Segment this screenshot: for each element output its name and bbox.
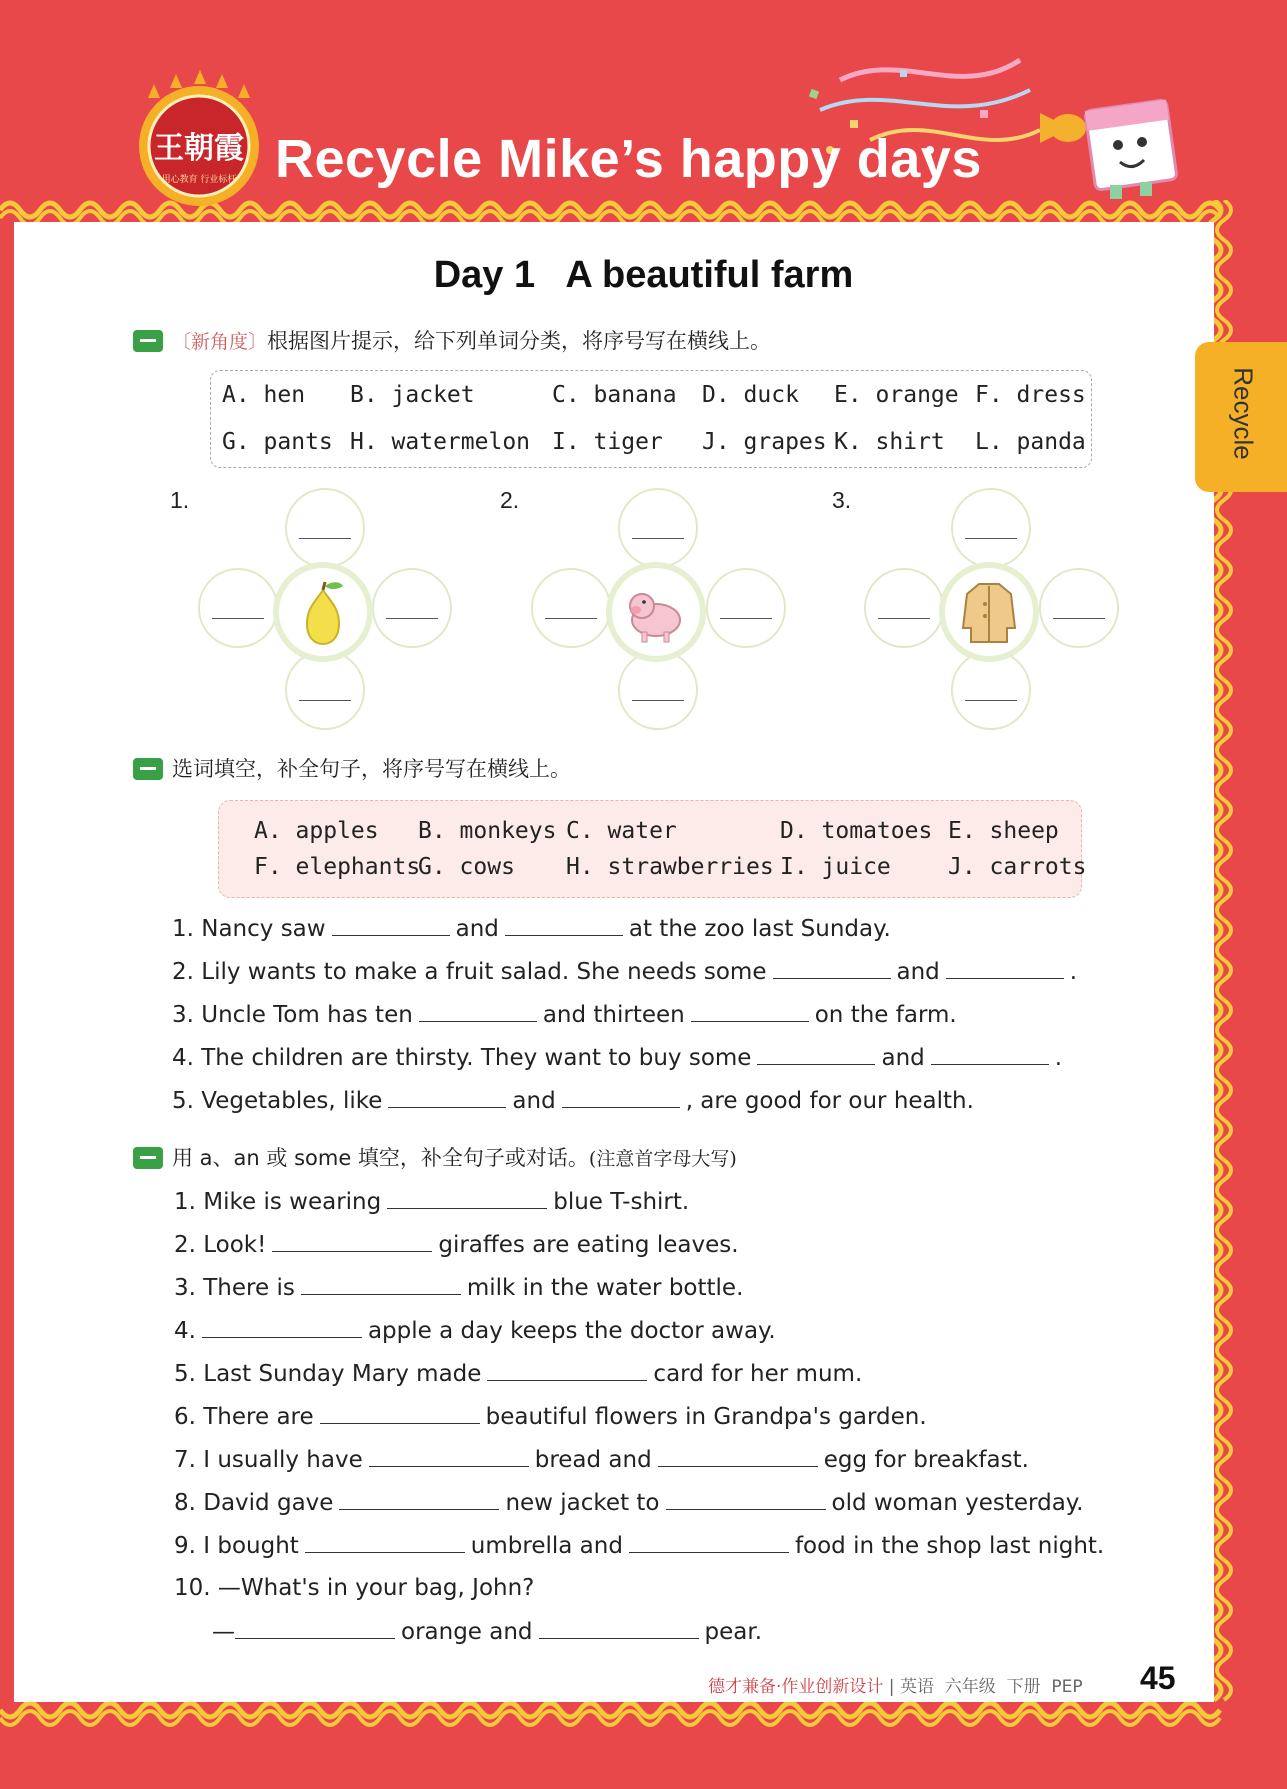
sentence-text: 2. Look! xyxy=(174,1232,267,1258)
answer-blank[interactable] xyxy=(487,1360,647,1381)
brand-logo xyxy=(130,70,268,208)
answer-blank[interactable] xyxy=(757,1044,875,1065)
day-title: Day 1 A beautiful farm xyxy=(433,254,854,296)
answer-blank[interactable] xyxy=(691,1001,809,1022)
sentence-text: 2. Lily wants to make a fruit salad. She needs some xyxy=(172,959,767,985)
word-option: G. cows xyxy=(418,854,515,880)
exercise-sentence xyxy=(174,1489,1083,1516)
word-option: K. shirt xyxy=(834,429,945,455)
sentence-text: 5. Last Sunday Mary made xyxy=(174,1361,482,1387)
sentence-text: card for her mum. xyxy=(653,1361,863,1387)
new-angle-tag: 〔新角度〕 xyxy=(172,331,268,353)
word-option: L. panda xyxy=(975,429,1086,455)
sentence-text: and thirteen xyxy=(542,1002,685,1028)
section-three-instruction xyxy=(172,1142,737,1172)
word-option: A. apples xyxy=(254,818,379,844)
exercise-sentence xyxy=(174,1360,862,1387)
sentence-text: 5. Vegetables, like xyxy=(172,1088,383,1114)
sentence-text: umbrella and xyxy=(470,1533,623,1559)
answer-blank[interactable] xyxy=(339,1489,499,1510)
sentence-text: egg for breakfast. xyxy=(823,1447,1029,1473)
answer-blank[interactable] xyxy=(388,1087,506,1108)
word-option: C. water xyxy=(566,818,677,844)
word-option: H. watermelon xyxy=(350,429,531,455)
coat-icon xyxy=(945,568,1033,656)
sentence-text: 9. I bought xyxy=(174,1533,299,1559)
answer-blank[interactable] xyxy=(658,1446,818,1467)
sentence-text: — xyxy=(212,1619,235,1645)
sentence-text: 7. I usually have xyxy=(174,1447,363,1473)
sentence-text: 8. David gave xyxy=(174,1490,334,1516)
answer-blank[interactable] xyxy=(301,1274,461,1295)
answer-circle-right[interactable] xyxy=(1039,568,1119,648)
sentence-text: and xyxy=(455,916,499,942)
word-option: H. strawberries xyxy=(566,854,774,880)
exercise-sentence xyxy=(172,1001,957,1028)
sentence-text: giraffes are eating leaves. xyxy=(438,1232,739,1258)
answer-circle-right[interactable] xyxy=(372,568,452,648)
exercise-sentence xyxy=(172,958,1077,985)
word-option: E. sheep xyxy=(948,818,1059,844)
sentence-text: 1. Nancy saw xyxy=(172,916,326,942)
answer-blank[interactable] xyxy=(419,1001,537,1022)
sentence-text: blue T-shirt. xyxy=(553,1189,690,1215)
sentence-text: and xyxy=(512,1088,556,1114)
sentence-text: bread and xyxy=(534,1447,652,1473)
answer-circle-right[interactable] xyxy=(706,568,786,648)
exercise-sentence xyxy=(172,915,891,942)
sentence-text: and xyxy=(881,1045,925,1071)
answer-blank[interactable] xyxy=(562,1087,680,1108)
word-option: I. tiger xyxy=(552,429,663,455)
sentence-text: . xyxy=(1054,1045,1063,1071)
answer-circle-top[interactable] xyxy=(951,488,1031,568)
exercise-sentence xyxy=(172,1044,1062,1071)
word-option: C. banana xyxy=(552,382,677,408)
answer-blank[interactable] xyxy=(946,958,1064,979)
picture-circle xyxy=(606,562,706,662)
sentence-text: new jacket to xyxy=(505,1490,660,1516)
answer-blank[interactable] xyxy=(387,1188,547,1209)
word-option: G. pants xyxy=(222,429,333,455)
section-three-badge-icon xyxy=(133,1147,163,1169)
sentence-text: . xyxy=(1069,959,1078,985)
pig-icon xyxy=(612,568,700,656)
section-two-badge-icon xyxy=(133,758,163,780)
answer-blank[interactable] xyxy=(305,1532,465,1553)
word-option: D. tomatoes xyxy=(780,818,933,844)
answer-blank[interactable] xyxy=(320,1403,480,1424)
answer-blank[interactable] xyxy=(235,1618,395,1639)
answer-circle-bottom[interactable] xyxy=(618,650,698,730)
exercise-sentence xyxy=(174,1403,927,1430)
sentence-text: 3. There is xyxy=(174,1275,295,1301)
answer-blank[interactable] xyxy=(773,958,891,979)
answer-blank[interactable] xyxy=(505,915,623,936)
sentence-text: 4. The children are thirsty. They want to buy some xyxy=(172,1045,752,1071)
sentence-text: and xyxy=(896,959,940,985)
exercise-sentence xyxy=(174,1446,1029,1473)
footer-info xyxy=(708,1672,1083,1697)
picture-circle xyxy=(273,562,373,662)
exercise-sentence xyxy=(174,1575,534,1601)
sentence-text: 3. Uncle Tom has ten xyxy=(172,1002,413,1028)
exercise-sentence xyxy=(212,1618,762,1645)
answer-blank[interactable] xyxy=(931,1044,1049,1065)
word-option: J. grapes xyxy=(702,429,827,455)
answer-blank[interactable] xyxy=(369,1446,529,1467)
exercise-sentence xyxy=(174,1231,739,1258)
section-two-instruction: 选词填空，补全句子，将序号写在横线上。 xyxy=(172,757,571,781)
word-option: F. elephants xyxy=(254,854,421,880)
group-number: 2. xyxy=(500,487,520,513)
answer-circle-bottom[interactable] xyxy=(951,650,1031,730)
word-option: D. duck xyxy=(702,382,799,408)
footer-grade: 六年级 xyxy=(944,1677,996,1697)
word-option: J. carrots xyxy=(948,854,1087,880)
answer-circle-left[interactable] xyxy=(198,568,278,648)
sentence-text: on the farm. xyxy=(814,1002,957,1028)
exercise-sentence xyxy=(174,1188,689,1215)
exercise-sentence xyxy=(174,1274,743,1301)
side-tab-label: Recycle xyxy=(1228,367,1259,460)
answer-circle-top[interactable] xyxy=(618,488,698,568)
sentence-text: milk in the water bottle. xyxy=(466,1275,744,1301)
word-option: I. juice xyxy=(780,854,891,880)
section-three-note: (注意首字母大写) xyxy=(588,1148,737,1170)
answer-circle-top[interactable] xyxy=(285,488,365,568)
sentence-text: food in the shop last night. xyxy=(794,1533,1105,1559)
answer-blank[interactable] xyxy=(666,1489,826,1510)
answer-blank[interactable] xyxy=(629,1532,789,1553)
word-option: B. jacket xyxy=(350,382,475,408)
word-option: F. dress xyxy=(975,382,1086,408)
page-title: Recycle Mike’s happy days xyxy=(275,129,982,189)
sentence-text: 1. Mike is wearing xyxy=(174,1189,382,1215)
sentence-text: at the zoo last Sunday. xyxy=(628,916,891,942)
page-number: 45 xyxy=(1140,1660,1176,1696)
section-one-instruction-text: 根据图片提示，给下列单词分类，将序号写在横线上。 xyxy=(267,329,772,353)
footer-edition: PEP xyxy=(1051,1677,1083,1697)
exercise-sentence xyxy=(174,1532,1104,1559)
sentence-text: , are good for our health. xyxy=(685,1088,974,1114)
section-one-badge-icon xyxy=(133,330,163,352)
section-one-instruction xyxy=(172,325,771,355)
sentence-text: 10. —What's in your bag, John? xyxy=(174,1575,535,1601)
logo-slogan: 用心教育 行业标杆 xyxy=(161,175,237,185)
word-option: A. hen xyxy=(222,382,306,408)
footer-volume: 下册 xyxy=(1006,1677,1041,1697)
sentence-text: apple a day keeps the doctor away. xyxy=(367,1318,776,1344)
footer-brand: 德才兼备·作业创新设计 xyxy=(708,1677,884,1697)
exercise-sentence xyxy=(174,1317,776,1344)
footer-subject: 英语 xyxy=(899,1677,934,1697)
calendar-mascot-icon xyxy=(1040,90,1190,210)
word-bank-2 xyxy=(218,800,1082,898)
sentence-text: orange and xyxy=(401,1619,533,1645)
answer-circle-left[interactable] xyxy=(531,568,611,648)
answer-blank[interactable] xyxy=(539,1618,699,1639)
word-option: B. monkeys xyxy=(418,818,557,844)
wavy-border-bottom xyxy=(0,1700,1287,1740)
answer-blank[interactable] xyxy=(272,1231,432,1252)
sentence-text: 6. There are xyxy=(174,1404,314,1430)
answer-circle-bottom[interactable] xyxy=(285,650,365,730)
footer-divider: | xyxy=(883,1677,900,1697)
picture-circle xyxy=(939,562,1039,662)
sentence-text: beautiful flowers in Grandpa's garden. xyxy=(485,1404,927,1430)
answer-blank[interactable] xyxy=(202,1317,362,1338)
answer-circle-left[interactable] xyxy=(864,568,944,648)
group-number: 1. xyxy=(170,487,190,513)
sentence-text: pear. xyxy=(704,1619,763,1645)
exercise-sentence xyxy=(172,1087,974,1114)
pear-icon xyxy=(279,568,367,656)
answer-blank[interactable] xyxy=(332,915,450,936)
sentence-text: 4. xyxy=(174,1318,196,1344)
word-option: E. orange xyxy=(834,382,959,408)
sentence-text: old woman yesterday. xyxy=(831,1490,1084,1516)
group-number: 3. xyxy=(832,487,852,513)
section-three-instruction-text: 用 a、an 或 some 填空，补全句子或对话。 xyxy=(172,1146,589,1170)
logo-text: 王朝霞 xyxy=(154,131,244,166)
